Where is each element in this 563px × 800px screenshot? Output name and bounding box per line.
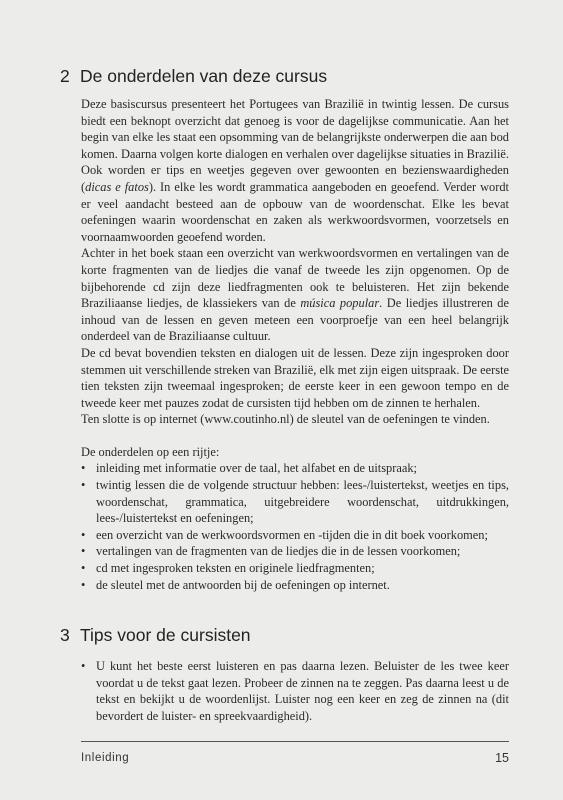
section-3-heading (60, 625, 251, 646)
section-2-paragraph-1 (81, 96, 509, 245)
section-3-number: 3 (60, 625, 70, 645)
list-item: • U kunt het beste eerst luisteren en pas daarna lezen. Beluister de les twee keer voordat u de tekst gaat lezen. Probeer de zinnen na te zeggen. Pas daarna leest u de tekst en bekijkt u de woordenlijst. Luister nog een keer en zeg de zinnen na (dit bevordert de luister- en spreekvaardigheid). (81, 658, 509, 724)
section-2-paragraph-4: Ten slotte is op internet (www.coutinho.nl) de sleutel van de oefeningen te vinden. (81, 412, 490, 427)
list-item: • een overzicht van de werkwoordsvormen en -tijden die in dit boek voorkomen; (81, 527, 509, 544)
section-3-title: Tips voor de cursisten (80, 625, 251, 645)
list-item: • cd met ingesproken teksten en originele liedfragmenten; (81, 560, 509, 577)
page-number: 15 (495, 751, 509, 765)
p1-part-a: Deze basiscursus presenteert het Portugees van Brazilië in twintig lessen. De cursus biedt een beknopt overzicht dat genoeg is voor de dagelijkse communicatie. Aan het begin van elke les staat een opsomming van de belangrijkste onderwerpen die aan bod komen. Daarna volgen korte dialogen en verhalen over dagelijkse situaties in Brazilië. Ook worden er tips en weetjes gegeven over gewoonten en bezienswaardigheden (dicas e fatos). In elke les wordt grammatica aangeboden en geoefend. Verder wordt er veel aandacht besteed aan de opbouw van de woordenschat. Elke les bevat oefeningen waarin woordenschat en zaken als werkwoordsvormen, voorzetsels en voornaamwoorden geoefend worden. (81, 97, 509, 244)
section-2-heading (60, 66, 327, 87)
list-item: • inleiding met informatie over de taal, het alfabet en de uitspraak; (81, 460, 509, 477)
section-2-body (81, 96, 509, 593)
section-3-body (81, 658, 509, 724)
section-2-number: 2 (60, 66, 70, 86)
list-item: • vertalingen van de fragmenten van de liedjes die in de lessen voorkomen; (81, 543, 509, 560)
footer-chapter-label: Inleiding (81, 752, 130, 764)
list-item: • twintig lessen die de volgende structuur hebben: lees-/luistertekst, weetjes en tips, woordenschat, grammatica, uitgebreidere woordenschat, uitdrukkingen, lees-/luistertekst en oefeningen; (81, 477, 509, 527)
list-intro: De onderdelen op een rijtje: (81, 444, 220, 459)
section-2-paragraph-3: De cd bevat bovendien teksten en dialogen uit de lessen. Deze zijn ingesproken door stemmen uit verschillende streken van Brazilië, elk met zijn eigen uitspraak. De eerste tien teksten zijn tweemaal ingesproken; de eerste keer in een gewoon tempo en de tweede keer met pauzes zodat de cursisten tijd hebben om de zinnen te herhalen. (81, 345, 510, 410)
section-2-title: De onderdelen van deze cursus (80, 66, 328, 86)
list-item: • de sleutel met de antwoorden bij de oefeningen op internet. (81, 577, 509, 594)
section-2-list (81, 460, 509, 593)
section-2-paragraph-2: Achter in het boek staan een overzicht van werkwoordsvormen en vertalingen van de korte fragmenten van de liedjes die vanaf de tweede les zijn opgenomen. Op de bijbehorende cd zijn deze liedfragmenten ook te beluisteren. Het zijn bekende Braziliaanse liedjes, de klassiekers van de música popular. De liedjes illustreren de inhoud van de lessen en geven meteen een voorproefje van een heel belangrijk onderdeel van de Braziliaanse cultuur. (81, 246, 509, 344)
section-3-list (81, 658, 509, 724)
footer-divider (81, 741, 509, 742)
